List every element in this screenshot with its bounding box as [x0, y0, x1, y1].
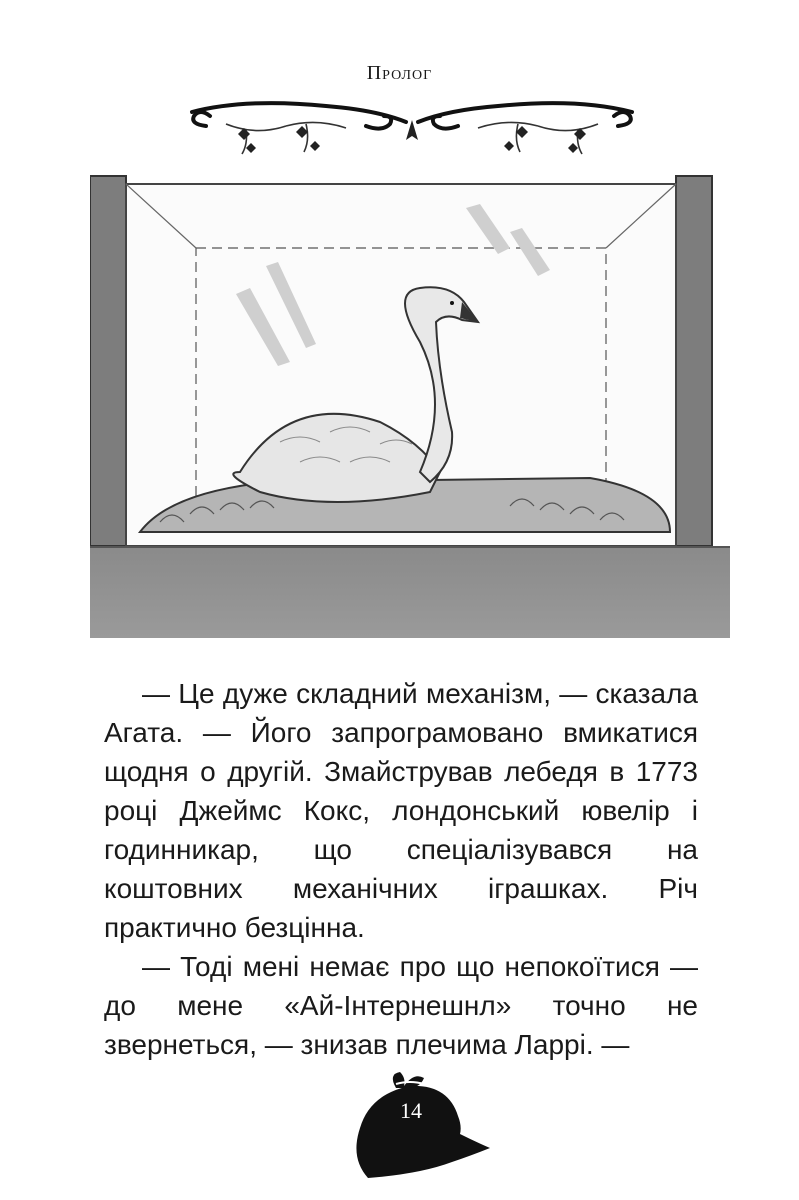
paragraph: — Тоді мені немає про що непокоїтися — до мене «Ай-Інтернешнл» точно не звернеться, — знизав плечима Ларрі. —	[104, 951, 698, 1060]
swan-glass-case-illustration	[90, 172, 730, 638]
page-number: 14	[400, 1098, 422, 1123]
vine-ornament-icon	[186, 96, 638, 162]
body-text	[104, 674, 698, 1064]
detective-hat-icon	[340, 1066, 490, 1186]
running-title: Пролог	[366, 62, 433, 84]
paragraph: — Це дуже складний механізм, — сказала Агата. — Його запрограмовано вмикатися щодня о другій. Змайстрував лебедя в 1773 році Джеймс Кокс, лондонський ювелір і годинникар, що спеціалізувався на коштовних механічних іграшках. Річ практично безцінна.	[104, 678, 698, 943]
